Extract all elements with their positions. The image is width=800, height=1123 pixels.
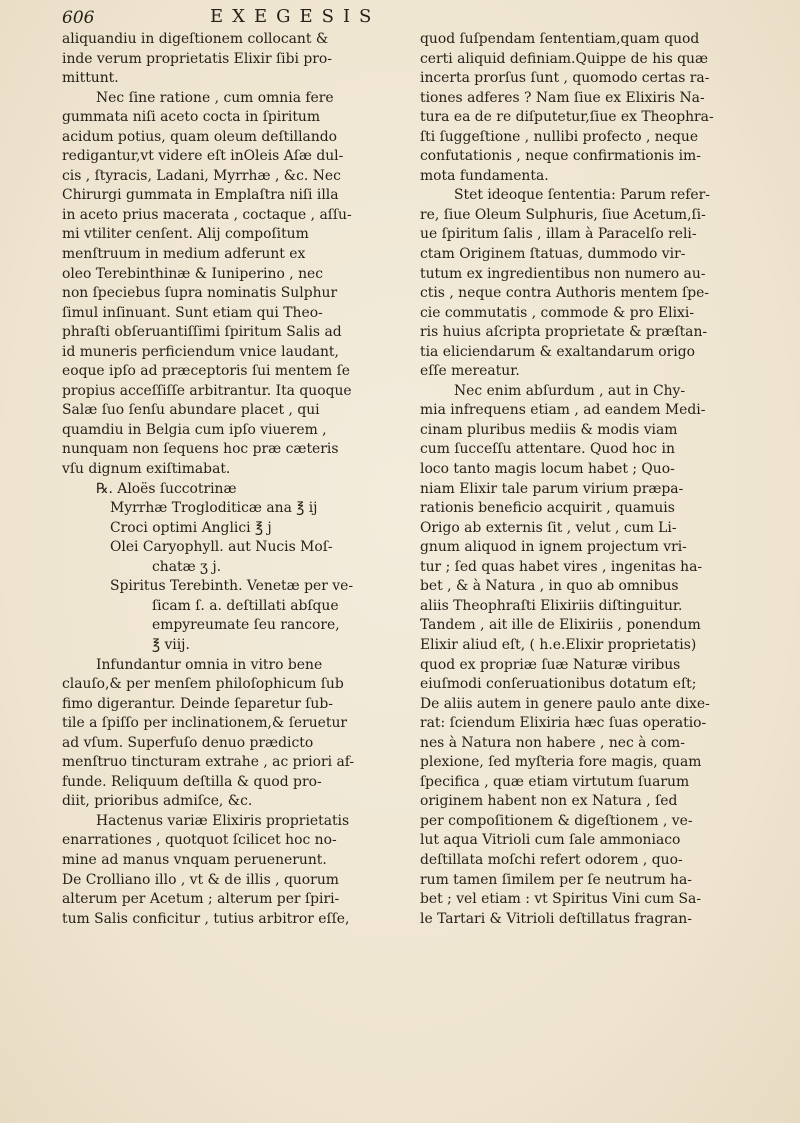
text-line: rationis beneficio acquirit , quamuis	[420, 500, 675, 517]
text-line: funde. Reliquum deſtilla & quod pro-	[62, 773, 322, 790]
text-line: quod ſuſpendam ſententiam,quam quod	[420, 31, 700, 47]
text-line: ſpecifica , quæ etiam virtutum ſuarum	[420, 773, 690, 790]
text-line: phraſti obſeruantiſſimi ſpiritum Salis ad	[62, 324, 342, 341]
text-line: Nec enim abſurdum , aut in Chy-	[454, 382, 686, 399]
text-line: Origo ab externis ſit , velut , cum Li-	[420, 519, 677, 536]
text-line: acidum potius, quam oleum deſtillando	[62, 128, 338, 145]
text-line: eſſe mereatur.	[420, 363, 520, 380]
text-line: Elixir aliud eſt, ( h.e.Elixir proprietatis)	[420, 636, 697, 653]
text-line: certi aliquid definiam.Quippe de his quæ	[420, 50, 709, 67]
text-line: Myrrhæ Trogloditicæ ana ℥ ij	[110, 500, 318, 517]
text-line: ad vſum. Superfuſo denuo prædicto	[62, 734, 314, 751]
text-line: Infundantur omnia in vitro bene	[96, 656, 323, 673]
text-line: aliquandiu in digeſtionem collocant &	[62, 31, 329, 47]
text-line: ctis , neque contra Authoris mentem ſpe-	[420, 285, 709, 302]
text-line: redigantur,vt videre eſt inOleis Aſæ dul-	[62, 148, 344, 165]
text-line: ℞. Aloës ſuccotrinæ	[96, 480, 237, 497]
text-line: Stet ideoque ſententia: Parum refer-	[454, 187, 710, 204]
text-line: fimo digerantur. Deinde ſeparetur ſub-	[62, 695, 333, 712]
text-line: bet , & à Natura , in quo ab omnibus	[420, 578, 679, 595]
text-line: enarrationes , quotquot ſcilicet hoc no-	[62, 832, 337, 849]
text-line: Nec ſine ratione , cum omnia fere	[96, 89, 334, 106]
text-line: rat: ſciendum Elixiria hæc ſuas operatio-	[420, 715, 707, 732]
text-line: tia eliciendarum & exaltandarum origo	[420, 343, 695, 360]
text-line: tur ; ſed quas habet vires , ingenitas ha-	[420, 558, 703, 575]
text-line: per compoſitionem & digeſtionem , ve-	[420, 812, 693, 829]
right-text-column	[420, 30, 748, 929]
text-line: ſti ſuggeſtione , nullibi profecto , neque	[420, 128, 699, 145]
text-line: ℥ viij.	[152, 636, 190, 653]
text-line: id muneris perficiendum vnice laudant,	[62, 343, 339, 360]
text-line: empyreumate ſeu rancore,	[152, 617, 340, 634]
text-line: originem habent non ex Natura , ſed	[420, 793, 678, 810]
text-line: Spiritus Terebinth. Venetæ per ve-	[110, 578, 354, 595]
text-line: non ſpeciebus ſupra nominatis Sulphur	[62, 285, 338, 302]
text-line: alterum per Acetum ; alterum per ſpiri-	[62, 891, 340, 908]
text-line: lut aqua Vitrioli cum ſale ammoniaco	[420, 832, 681, 849]
text-line: mota fundamenta.	[420, 167, 549, 184]
text-line: le Tartari & Vitrioli deſtillatus fragran-	[420, 910, 692, 927]
text-line: cis , ſtyracis, Ladani, Myrrhæ , &c. Nec	[62, 167, 341, 184]
text-line: De aliis autem in genere paulo ante dixe-	[420, 695, 710, 712]
text-line: tum Salis conficitur , tutius arbitror eſſe,	[62, 910, 350, 927]
text-line: eiuſmodi conſeruationibus dotatum eſt;	[420, 676, 697, 693]
text-line: in aceto prius macerata , coctaque , aſſu-	[62, 206, 352, 223]
text-line: niam Elixir tale parum virium præpa-	[420, 480, 684, 497]
text-line: Salæ ſuo ſenſu abundare placet , qui	[62, 402, 320, 419]
text-line: menſtruo tincturam extrahe , ac priori af-	[62, 754, 355, 771]
text-line: tiones adferes ? Nam ſiue ex Elixiris Na-	[420, 89, 705, 106]
text-line: Tandem , ait ille de Elixiriis , ponendum	[420, 617, 701, 634]
text-line: plexione, ſed myſteria fore magis, quam	[420, 754, 702, 771]
text-line: incerta prorſus ſunt , quomodo certas ra-	[420, 70, 710, 87]
text-line: Olei Caryophyll. aut Nucis Moſ-	[110, 539, 333, 556]
text-line: ctam Originem ſtatuas, dummodo vir-	[420, 246, 686, 263]
text-line: mia infrequens etiam , ad eandem Medi-	[420, 402, 706, 419]
text-line: Chirurgi gummata in Emplaſtra niſi illa	[62, 187, 339, 204]
text-line: ris huius aſcripta proprietate & præſtan-	[420, 324, 708, 341]
text-line: confutationis , neque confirmationis im-	[420, 148, 701, 165]
text-line: eoque ipſo ad præceptoris ſui mentem ſe	[62, 363, 350, 380]
page-number: 606	[62, 8, 95, 28]
text-line: cum ſucceſſu attentare. Quod hoc in	[420, 441, 675, 458]
text-line: mine ad manus vnquam peruenerunt.	[62, 851, 327, 868]
text-line: bet ; vel etiam : vt Spiritus Vini cum Sa-	[420, 891, 702, 908]
text-line: quod ex propriæ ſuæ Naturæ viribus	[420, 656, 681, 673]
text-line: nes à Natura non habere , nec à com-	[420, 734, 685, 751]
text-line: clauſo,& per menſem philoſophicum ſub	[62, 676, 344, 693]
text-line: ue ſpiritum ſalis , illam à Paracelſo reli-	[420, 226, 697, 243]
text-line: quamdiu in Belgia cum ipſo viuerem ,	[62, 421, 327, 438]
text-line: De Crolliano illo , vt & de illis , quorum	[62, 871, 339, 888]
text-line: aliis Theophraſti Elixiriis diſtinguitur.	[420, 597, 683, 614]
text-line: Hactenus variæ Elixiris proprietatis	[96, 812, 350, 829]
left-text-column	[62, 30, 387, 929]
text-line: vſu dignum exiſtimabat.	[62, 461, 231, 478]
text-line: ſimul inſinuant. Sunt etiam qui Theo-	[62, 304, 323, 321]
text-line: mi vtiliter cenſent. Alij compoſitum	[62, 226, 309, 243]
text-line: gummata niſi aceto cocta in ſpiritum	[62, 109, 321, 126]
page-header	[62, 6, 762, 32]
text-line: cie commutatis , commode & pro Elixi-	[420, 304, 695, 321]
text-line: loco tanto magis locum habet ; Quo-	[420, 461, 675, 478]
text-line: deſtillata moſchi refert odorem , quo-	[420, 851, 683, 868]
running-head: EXEGESIS	[210, 6, 381, 27]
text-line: tutum ex ingredientibus non numero au-	[420, 265, 706, 282]
text-line: ſicam ſ. a. deſtillati abſque	[152, 597, 339, 614]
text-line: diit, prioribus admiſce, &c.	[62, 793, 253, 810]
text-line: gnum aliquod in ignem projectum vri-	[420, 539, 687, 556]
text-line: Croci optimi Anglici ℥ j	[110, 519, 272, 536]
text-line: menſtruum in medium adferunt ex	[62, 246, 306, 263]
text-line: rum tamen ſimilem per ſe neutrum ha-	[420, 871, 692, 888]
text-line: tura ea de re diſputetur,ſiue ex Theophra-	[420, 109, 714, 126]
text-line: inde verum proprietatis Elixir ſibi pro-	[62, 50, 332, 67]
text-line: oleo Terebinthinæ & Iuniperino , nec	[62, 265, 324, 282]
text-line: cinam pluribus mediis & modis viam	[420, 421, 678, 438]
text-line: re, ſiue Oleum Sulphuris, ſiue Acetum,ſi-	[420, 206, 706, 223]
text-line: chatæ ʒ j.	[152, 558, 222, 575]
text-line: propius acceſſiſſe arbitrantur. Ita quoque	[62, 382, 352, 399]
text-line: nunquam non ſequens hoc præ cæteris	[62, 441, 339, 458]
text-line: tile a ſpiſſo per inclinationem,& ſeruetur	[62, 715, 348, 732]
text-line: mittunt.	[62, 70, 119, 87]
